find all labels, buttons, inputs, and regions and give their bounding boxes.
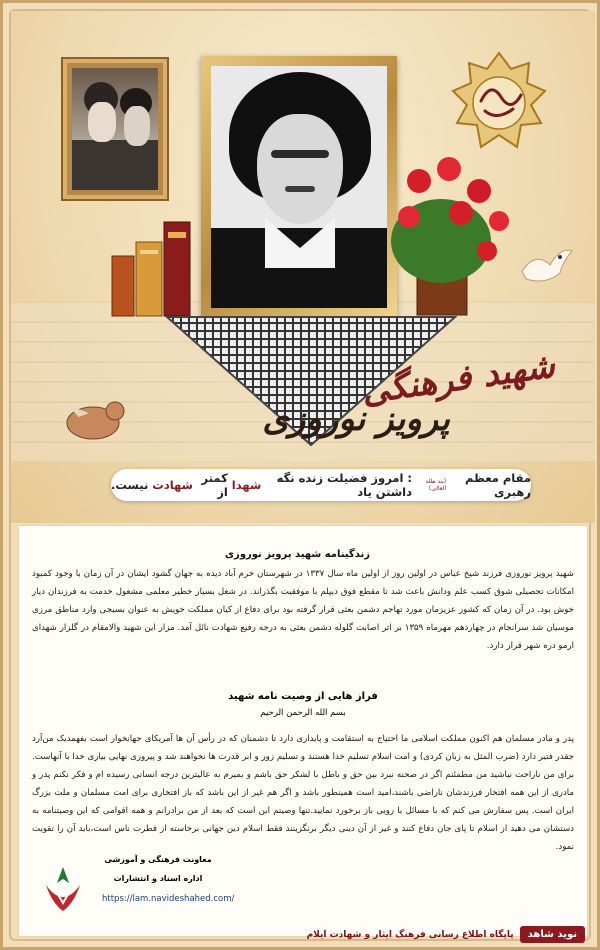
books-illustration [106, 216, 206, 321]
signature-deputy: معاونت فرهنگی و آموزشی [104, 855, 212, 864]
website-link[interactable]: https://lam.navideshahed.com/ [102, 894, 235, 904]
biography-title: زندگینامه شهید پرویز نوروزی [224, 549, 370, 560]
will-title: فراز هایی از وصیت نامه شهید [228, 691, 378, 702]
biography-text: شهید پرویز نوروزی فرزند شیخ عباس در اولین روز از اولین ماه سال ۱۳۳۷ در شهرستان خرم آباد دیده به جهان گشود ایشان در آن زمان با وجود کمبود امکانات تحصیلی شوق کسب علم ودانش باعث شد تا مقطع فوق دیپلم با موفقیت بگذراند. در شغل بسیار خطیر معلمی مشغول خدمت به فرزندان دیار خوش بود. در آن زمان که کشور عزیزمان مورد تهاجم دشمن بعثی قرار گرفته بود برای دفاع از کیان مملکت خویش به عنوان بسیجی وارد مناطق مرزی موسیان شد سرانجام در چهاردهم مهرماه ۱۳۵۹ بر اثر اصابت گلوله دشمن بعثی به درجه رفیع شهادت نائل آمد. مزار این شهید والامقام در گلزار شهدای ارمو دره شهر قرار دارد. [32, 569, 574, 651]
martyr-portrait [211, 66, 387, 308]
footer-brand-bar [307, 926, 585, 943]
quote-highlight-martyrs: شهدا [231, 478, 262, 492]
footer-site-name: پایگاه اطلاع رسانی فرهنگ ایثار و شهادت ایلام [306, 929, 514, 940]
title-cultural-martyr: شهید فرهنگی [358, 345, 557, 413]
leaders-portrait [72, 68, 158, 190]
quote-text-middle: کمتر از [201, 471, 228, 499]
martyr-photo-frame [201, 56, 397, 318]
signature-office: اداره اسناد و انتشارات [113, 874, 203, 883]
title-martyr-name: پرویز نوروزی [262, 399, 450, 439]
footer-brand-logo: نوید شاهد [520, 926, 585, 943]
geranium-flowers [389, 151, 519, 321]
biography-card [18, 525, 588, 937]
quote-text-after: نیست. [111, 478, 149, 492]
partridge-illustration [59, 391, 129, 447]
foundation-logo-icon [38, 863, 88, 915]
dove-illustration [516, 241, 576, 291]
leader-quote [111, 469, 531, 501]
poster-hero [11, 11, 595, 523]
calligraphy-emblem [451, 51, 547, 161]
quote-text-before: : امروز فضیلت زنده نگه داشتن یاد [276, 471, 413, 499]
quote-prefix: مقام معظم رهبری [465, 471, 531, 499]
leaders-photo-frame [63, 59, 167, 199]
quote-highlight-martyrdom: شهادت [152, 478, 193, 492]
will-text: پدر و مادر مسلمان هم اکنون مملکت اسلامی ما احتیاج به استقامت و پایداری دارد تا دشمنان که در رأس آن ها آمریکای جهانخوار است بفهمدیک من‌آرد جقدر فتیر دارد (ضرب المثل به زبان کردی) و امت اسلام تسلیم خدا هستند و تسلیم زور و ابر قدرت ها نخواهند شد و پیروزی نهایی بیاری خدا با آنهاست. برای من ناراحت نباشید من مطمئنم اگر در صحنه نبرد بین حق و باطل با لشکر حق باشم و بمیرم به عالیترین درجه انسانی رسیده ام و فکر نکنم پدر و مادری از این همه افتخار فرزندشان ناراضی باشند،امید است همینطور باشد و اگر هم غیر از این باشد که باز افتخاری برای امت مسلمان و ملت بزرگ ایران است. پس سفارش می کنم که با مسائل با رویی باز برخورد نمایید.تنها وصیتم این است که بعد از من برادرانم و همه اقوامی که این وصیتنامه به دستشان می دهید از اسلام تا پای جان دفاع کنند و غیر از آن دینی دیگر برنگزینند فقط اسلام دین جهانی برخاسته از فطرت ناس است،باید آن را تقویت نمود. [32, 734, 574, 852]
basmala: بسم الله الرحمن الرحیم [260, 708, 346, 718]
quote-honorific: (مد ظله العالی) [425, 478, 447, 492]
